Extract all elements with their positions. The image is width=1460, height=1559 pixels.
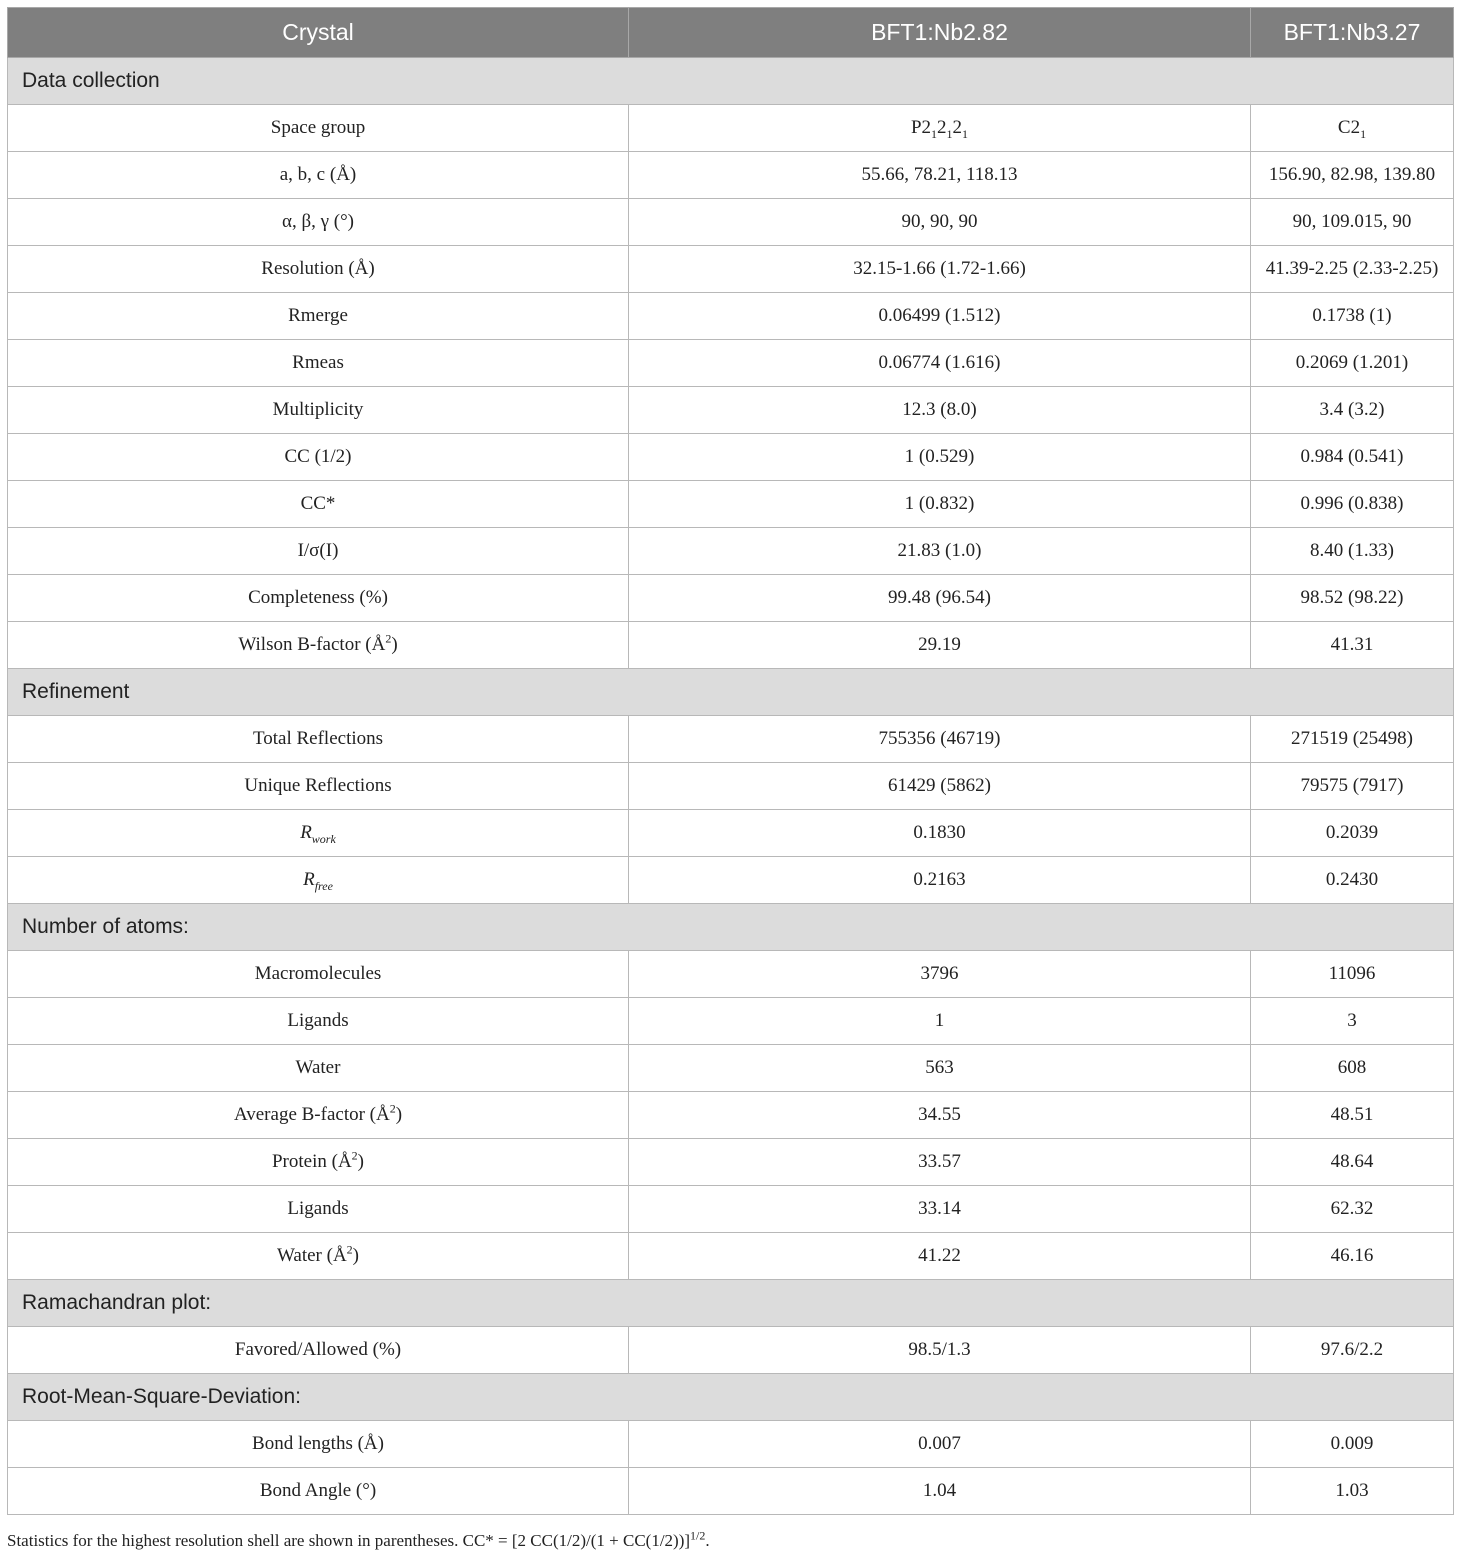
header-nb327: BFT1:Nb3.27 bbox=[1251, 8, 1454, 58]
row-value: 33.57 bbox=[629, 1139, 1251, 1186]
row-label: Bond Angle (°) bbox=[8, 1468, 629, 1515]
table-row bbox=[8, 434, 1454, 481]
row-value: 29.19 bbox=[629, 622, 1251, 669]
row-value: 21.83 (1.0) bbox=[629, 528, 1251, 575]
table-row bbox=[8, 1139, 1454, 1186]
row-value: 97.6/2.2 bbox=[1251, 1327, 1454, 1374]
section-row bbox=[8, 1280, 1454, 1327]
row-value: 32.15-1.66 (1.72-1.66) bbox=[629, 246, 1251, 293]
row-value: 271519 (25498) bbox=[1251, 716, 1454, 763]
row-value: 1 (0.832) bbox=[629, 481, 1251, 528]
table-row bbox=[8, 575, 1454, 622]
section-rmsd: Root-Mean-Square-Deviation: bbox=[8, 1374, 1454, 1421]
table-row bbox=[8, 528, 1454, 575]
row-value: 0.009 bbox=[1251, 1421, 1454, 1468]
table-row bbox=[8, 1468, 1454, 1515]
row-value: 0.007 bbox=[629, 1421, 1251, 1468]
row-value: 0.984 (0.541) bbox=[1251, 434, 1454, 481]
row-value: 0.1738 (1) bbox=[1251, 293, 1454, 340]
row-value: 98.52 (98.22) bbox=[1251, 575, 1454, 622]
row-label: Macromolecules bbox=[8, 951, 629, 998]
row-value: 41.39-2.25 (2.33-2.25) bbox=[1251, 246, 1454, 293]
row-value: 3.4 (3.2) bbox=[1251, 387, 1454, 434]
row-label: CC (1/2) bbox=[8, 434, 629, 481]
row-value: 1.04 bbox=[629, 1468, 1251, 1515]
section-row bbox=[8, 1374, 1454, 1421]
row-value: 99.48 (96.54) bbox=[629, 575, 1251, 622]
row-value: $P2_12_12_1$ bbox=[629, 105, 1251, 152]
row-value: 46.16 bbox=[1251, 1233, 1454, 1280]
row-label: Rmeas bbox=[8, 340, 629, 387]
row-value: 563 bbox=[629, 1045, 1251, 1092]
table-row bbox=[8, 716, 1454, 763]
header-crystal: Crystal bbox=[8, 8, 629, 58]
row-label: a, b, c (Å) bbox=[8, 152, 629, 199]
row-value: 0.996 (0.838) bbox=[1251, 481, 1454, 528]
table-row bbox=[8, 857, 1454, 904]
crystallography-stats-table bbox=[7, 7, 1454, 1515]
row-label: Average B-factor $(Å^2)$ bbox=[8, 1092, 629, 1139]
row-label: Ligands bbox=[8, 1186, 629, 1233]
row-value: 608 bbox=[1251, 1045, 1454, 1092]
section-ramachandran: Ramachandran plot: bbox=[8, 1280, 1454, 1327]
row-label: Water bbox=[8, 1045, 629, 1092]
table-row bbox=[8, 105, 1454, 152]
row-label: Resolution (Å) bbox=[8, 246, 629, 293]
row-value: 1 (0.529) bbox=[629, 434, 1251, 481]
row-value: 0.2163 bbox=[629, 857, 1251, 904]
section-refinement: Refinement bbox=[8, 669, 1454, 716]
row-label: Favored/Allowed (%) bbox=[8, 1327, 629, 1374]
table-row bbox=[8, 1421, 1454, 1468]
row-value: 755356 (46719) bbox=[629, 716, 1251, 763]
row-value: 0.2069 (1.201) bbox=[1251, 340, 1454, 387]
section-row bbox=[8, 904, 1454, 951]
row-label: α, β, γ (°) bbox=[8, 199, 629, 246]
section-row bbox=[8, 669, 1454, 716]
row-value: 1 bbox=[629, 998, 1251, 1045]
row-value: 3 bbox=[1251, 998, 1454, 1045]
header-row bbox=[8, 8, 1454, 58]
row-value: 90, 109.015, 90 bbox=[1251, 199, 1454, 246]
table-row bbox=[8, 1045, 1454, 1092]
row-label: Rmerge bbox=[8, 293, 629, 340]
table-row bbox=[8, 998, 1454, 1045]
row-label: Water $(Å^2)$ bbox=[8, 1233, 629, 1280]
row-value: 11096 bbox=[1251, 951, 1454, 998]
table-row bbox=[8, 1092, 1454, 1139]
table-row bbox=[8, 199, 1454, 246]
row-value: 0.1830 bbox=[629, 810, 1251, 857]
table-row bbox=[8, 293, 1454, 340]
row-label: Completeness (%) bbox=[8, 575, 629, 622]
table-row bbox=[8, 340, 1454, 387]
table-row bbox=[8, 1186, 1454, 1233]
row-label: $R_{work}$ bbox=[8, 810, 629, 857]
section-number-of-atoms: Number of atoms: bbox=[8, 904, 1454, 951]
table-row bbox=[8, 152, 1454, 199]
row-value: 0.06499 (1.512) bbox=[629, 293, 1251, 340]
row-value: 8.40 (1.33) bbox=[1251, 528, 1454, 575]
table-row bbox=[8, 1233, 1454, 1280]
row-label: CC* bbox=[8, 481, 629, 528]
table-row bbox=[8, 481, 1454, 528]
row-value: 12.3 (8.0) bbox=[629, 387, 1251, 434]
row-value: 1.03 bbox=[1251, 1468, 1454, 1515]
row-value: 0.2039 bbox=[1251, 810, 1454, 857]
row-value: 41.22 bbox=[629, 1233, 1251, 1280]
row-value: 62.32 bbox=[1251, 1186, 1454, 1233]
row-value: 0.2430 bbox=[1251, 857, 1454, 904]
row-label: Wilson B-factor $(Å^2)$ bbox=[8, 622, 629, 669]
table-row bbox=[8, 387, 1454, 434]
table-row bbox=[8, 622, 1454, 669]
row-label: Protein $(Å^2)$ bbox=[8, 1139, 629, 1186]
row-value: 3796 bbox=[629, 951, 1251, 998]
row-label: Unique Reflections bbox=[8, 763, 629, 810]
row-label: I/σ(I) bbox=[8, 528, 629, 575]
row-value: 55.66, 78.21, 118.13 bbox=[629, 152, 1251, 199]
row-label: Total Reflections bbox=[8, 716, 629, 763]
row-value: 90, 90, 90 bbox=[629, 199, 1251, 246]
row-value: 0.06774 (1.616) bbox=[629, 340, 1251, 387]
row-value: 41.31 bbox=[1251, 622, 1454, 669]
section-row bbox=[8, 58, 1454, 105]
row-label: Bond lengths (Å) bbox=[8, 1421, 629, 1468]
row-label: $R_{free}$ bbox=[8, 857, 629, 904]
row-value: 156.90, 82.98, 139.80 bbox=[1251, 152, 1454, 199]
table-row bbox=[8, 246, 1454, 293]
table-row bbox=[8, 951, 1454, 998]
table-footnote: Statistics for the highest resolution shell are shown in parentheses. CC* = [2 CC(1/2)/(1 + CC(1/2))]$^{1/2}$. bbox=[7, 1528, 710, 1550]
row-value: $C2_1$ bbox=[1251, 105, 1454, 152]
table-row bbox=[8, 1327, 1454, 1374]
row-value: 79575 (7917) bbox=[1251, 763, 1454, 810]
row-label: Ligands bbox=[8, 998, 629, 1045]
section-data-collection: Data collection bbox=[8, 58, 1454, 105]
table-row bbox=[8, 763, 1454, 810]
table-row bbox=[8, 810, 1454, 857]
row-value: 48.64 bbox=[1251, 1139, 1454, 1186]
row-value: 34.55 bbox=[629, 1092, 1251, 1139]
row-label: Multiplicity bbox=[8, 387, 629, 434]
row-value: 48.51 bbox=[1251, 1092, 1454, 1139]
header-nb282: BFT1:Nb2.82 bbox=[629, 8, 1251, 58]
row-value: 33.14 bbox=[629, 1186, 1251, 1233]
row-label: Space group bbox=[8, 105, 629, 152]
row-value: 61429 (5862) bbox=[629, 763, 1251, 810]
row-value: 98.5/1.3 bbox=[629, 1327, 1251, 1374]
